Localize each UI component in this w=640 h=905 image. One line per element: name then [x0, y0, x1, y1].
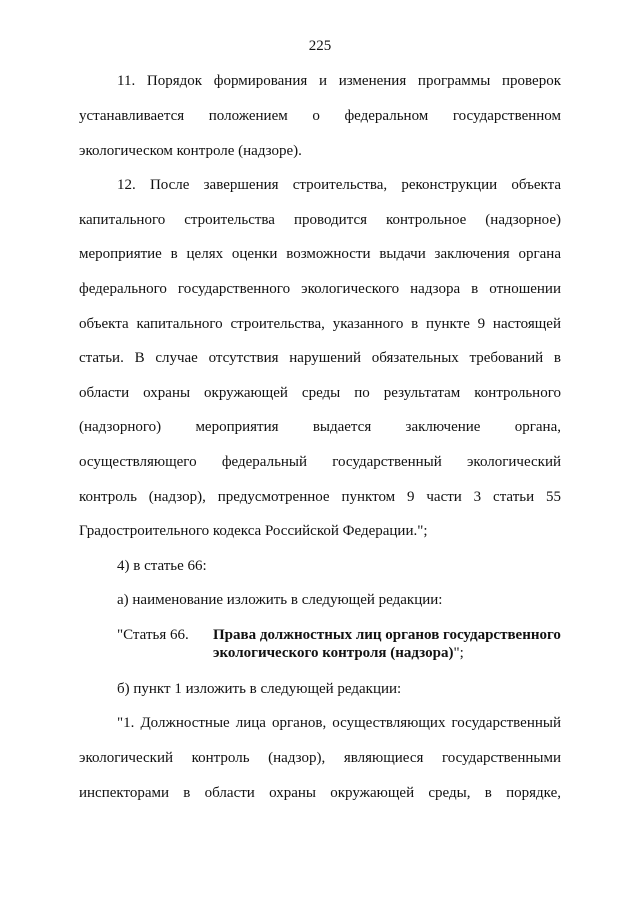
article-title-line1: Права должностных лиц органов государственного	[213, 627, 561, 643]
text-line: 4) в статье 66:	[117, 558, 207, 574]
text-line: 12. После завершения строительства, реконструкции объекта	[117, 177, 561, 193]
article-title-line2: экологического контроля (надзора)	[213, 645, 454, 661]
text-line: области охраны окружающей среды по результатам контрольного	[79, 385, 561, 401]
article-label: "Статья 66.	[117, 627, 189, 643]
text-line: мероприятие в целях оценки возможности выдачи заключения органа	[79, 246, 561, 262]
article-heading-continued	[213, 644, 561, 662]
text-line: осуществляющего федеральный государственный экологический	[79, 454, 561, 470]
text-line: б) пункт 1 изложить в следующей редакции:	[117, 681, 402, 697]
text-line: Градостроительного кодекса Российской Федерации.";	[79, 523, 428, 539]
text-line: устанавливается положением о федеральном государственном	[79, 108, 561, 124]
text-line: инспекторами в области охраны окружающей среды, в порядке,	[79, 785, 561, 801]
text-line: контроль (надзор), предусмотренное пунктом 9 части 3 статьи 55	[79, 489, 561, 505]
text-line: а) наименование изложить в следующей редакции:	[117, 592, 443, 608]
text-line: "1. Должностные лица органов, осуществляющих государственный	[117, 715, 561, 731]
text-line: статьи. В случае отсутствия нарушений обязательных требований в	[79, 350, 561, 366]
text-line: капитального строительства проводится контрольное (надзорное)	[79, 212, 561, 228]
text-line: экологическом контроле (надзоре).	[79, 143, 302, 159]
text-line: объекта капитального строительства, указанного в пункте 9 настоящей	[79, 316, 561, 332]
page-number: 225	[308, 38, 332, 54]
text-line: экологический контроль (надзор), являющиеся государственными	[79, 750, 561, 766]
text-line: федерального государственного экологического надзора в отношении	[79, 281, 561, 297]
article-heading	[117, 626, 561, 644]
article-title-end: ";	[453, 645, 464, 661]
text-line: 11. Порядок формирования и изменения программы проверок	[117, 73, 561, 89]
text-line: (надзорного) мероприятия выдается заключение органа,	[79, 419, 561, 435]
